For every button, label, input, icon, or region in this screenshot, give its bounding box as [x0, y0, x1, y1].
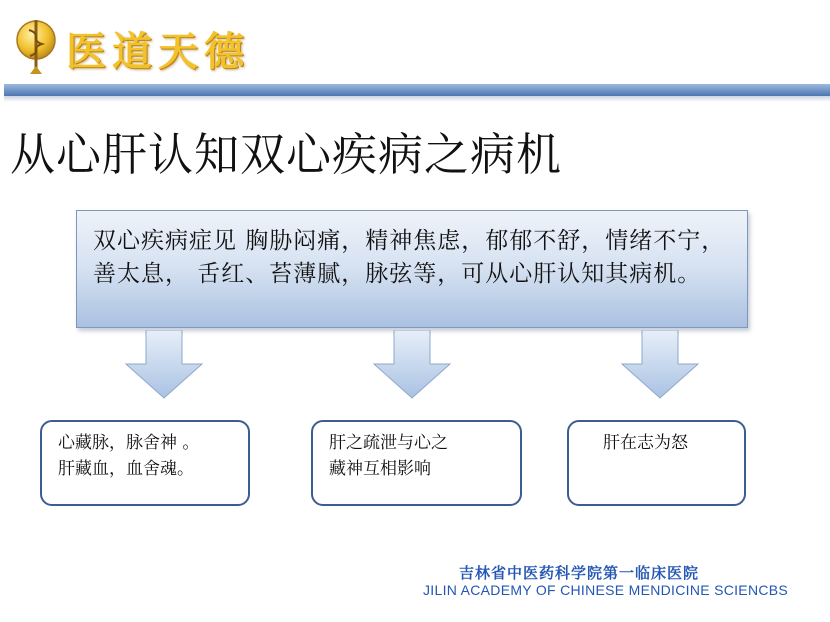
footer-institution-en: JILIN ACADEMY OF CHINESE MENDICINE SCIENCBS — [423, 582, 789, 598]
sub-box-line: 肝在志为怒 — [603, 433, 688, 453]
sub-box-liver-anger — [567, 420, 746, 506]
main-statement-text: 双心疾病症见 胸胁闷痛，精神焦虑，郁郁不舒，情绪不宁，善太息， 舌红、苔薄腻，脉弦等，可从心肝认知其病机。 — [93, 228, 726, 287]
sub-box-liver-dispersion — [311, 420, 522, 506]
footer-institution-cn: 吉林省中医药科学院第一临床医院 — [459, 564, 700, 582]
main-statement-box — [76, 210, 748, 328]
sub-box-heart-liver-storage — [40, 420, 250, 506]
caduceus-medal-icon — [14, 16, 60, 76]
logo — [14, 16, 294, 80]
logo-title: 医道天德 — [66, 28, 250, 75]
header-divider-bar — [4, 84, 830, 96]
sub-box-line: 肝藏血，血舍魂。 — [58, 459, 194, 479]
header-divider-shadow — [4, 96, 830, 102]
sub-box-line: 心藏脉，脉舍神 。 — [58, 433, 200, 453]
slide-title: 从心肝认知双心疾病之病机 — [10, 128, 563, 181]
down-arrow-icon — [372, 330, 452, 400]
down-arrow-icon — [620, 330, 700, 400]
sub-box-line: 肝之疏泄与心之 — [329, 433, 448, 453]
sub-box-line: 藏神互相影响 — [329, 459, 431, 479]
down-arrow-icon — [124, 330, 204, 400]
